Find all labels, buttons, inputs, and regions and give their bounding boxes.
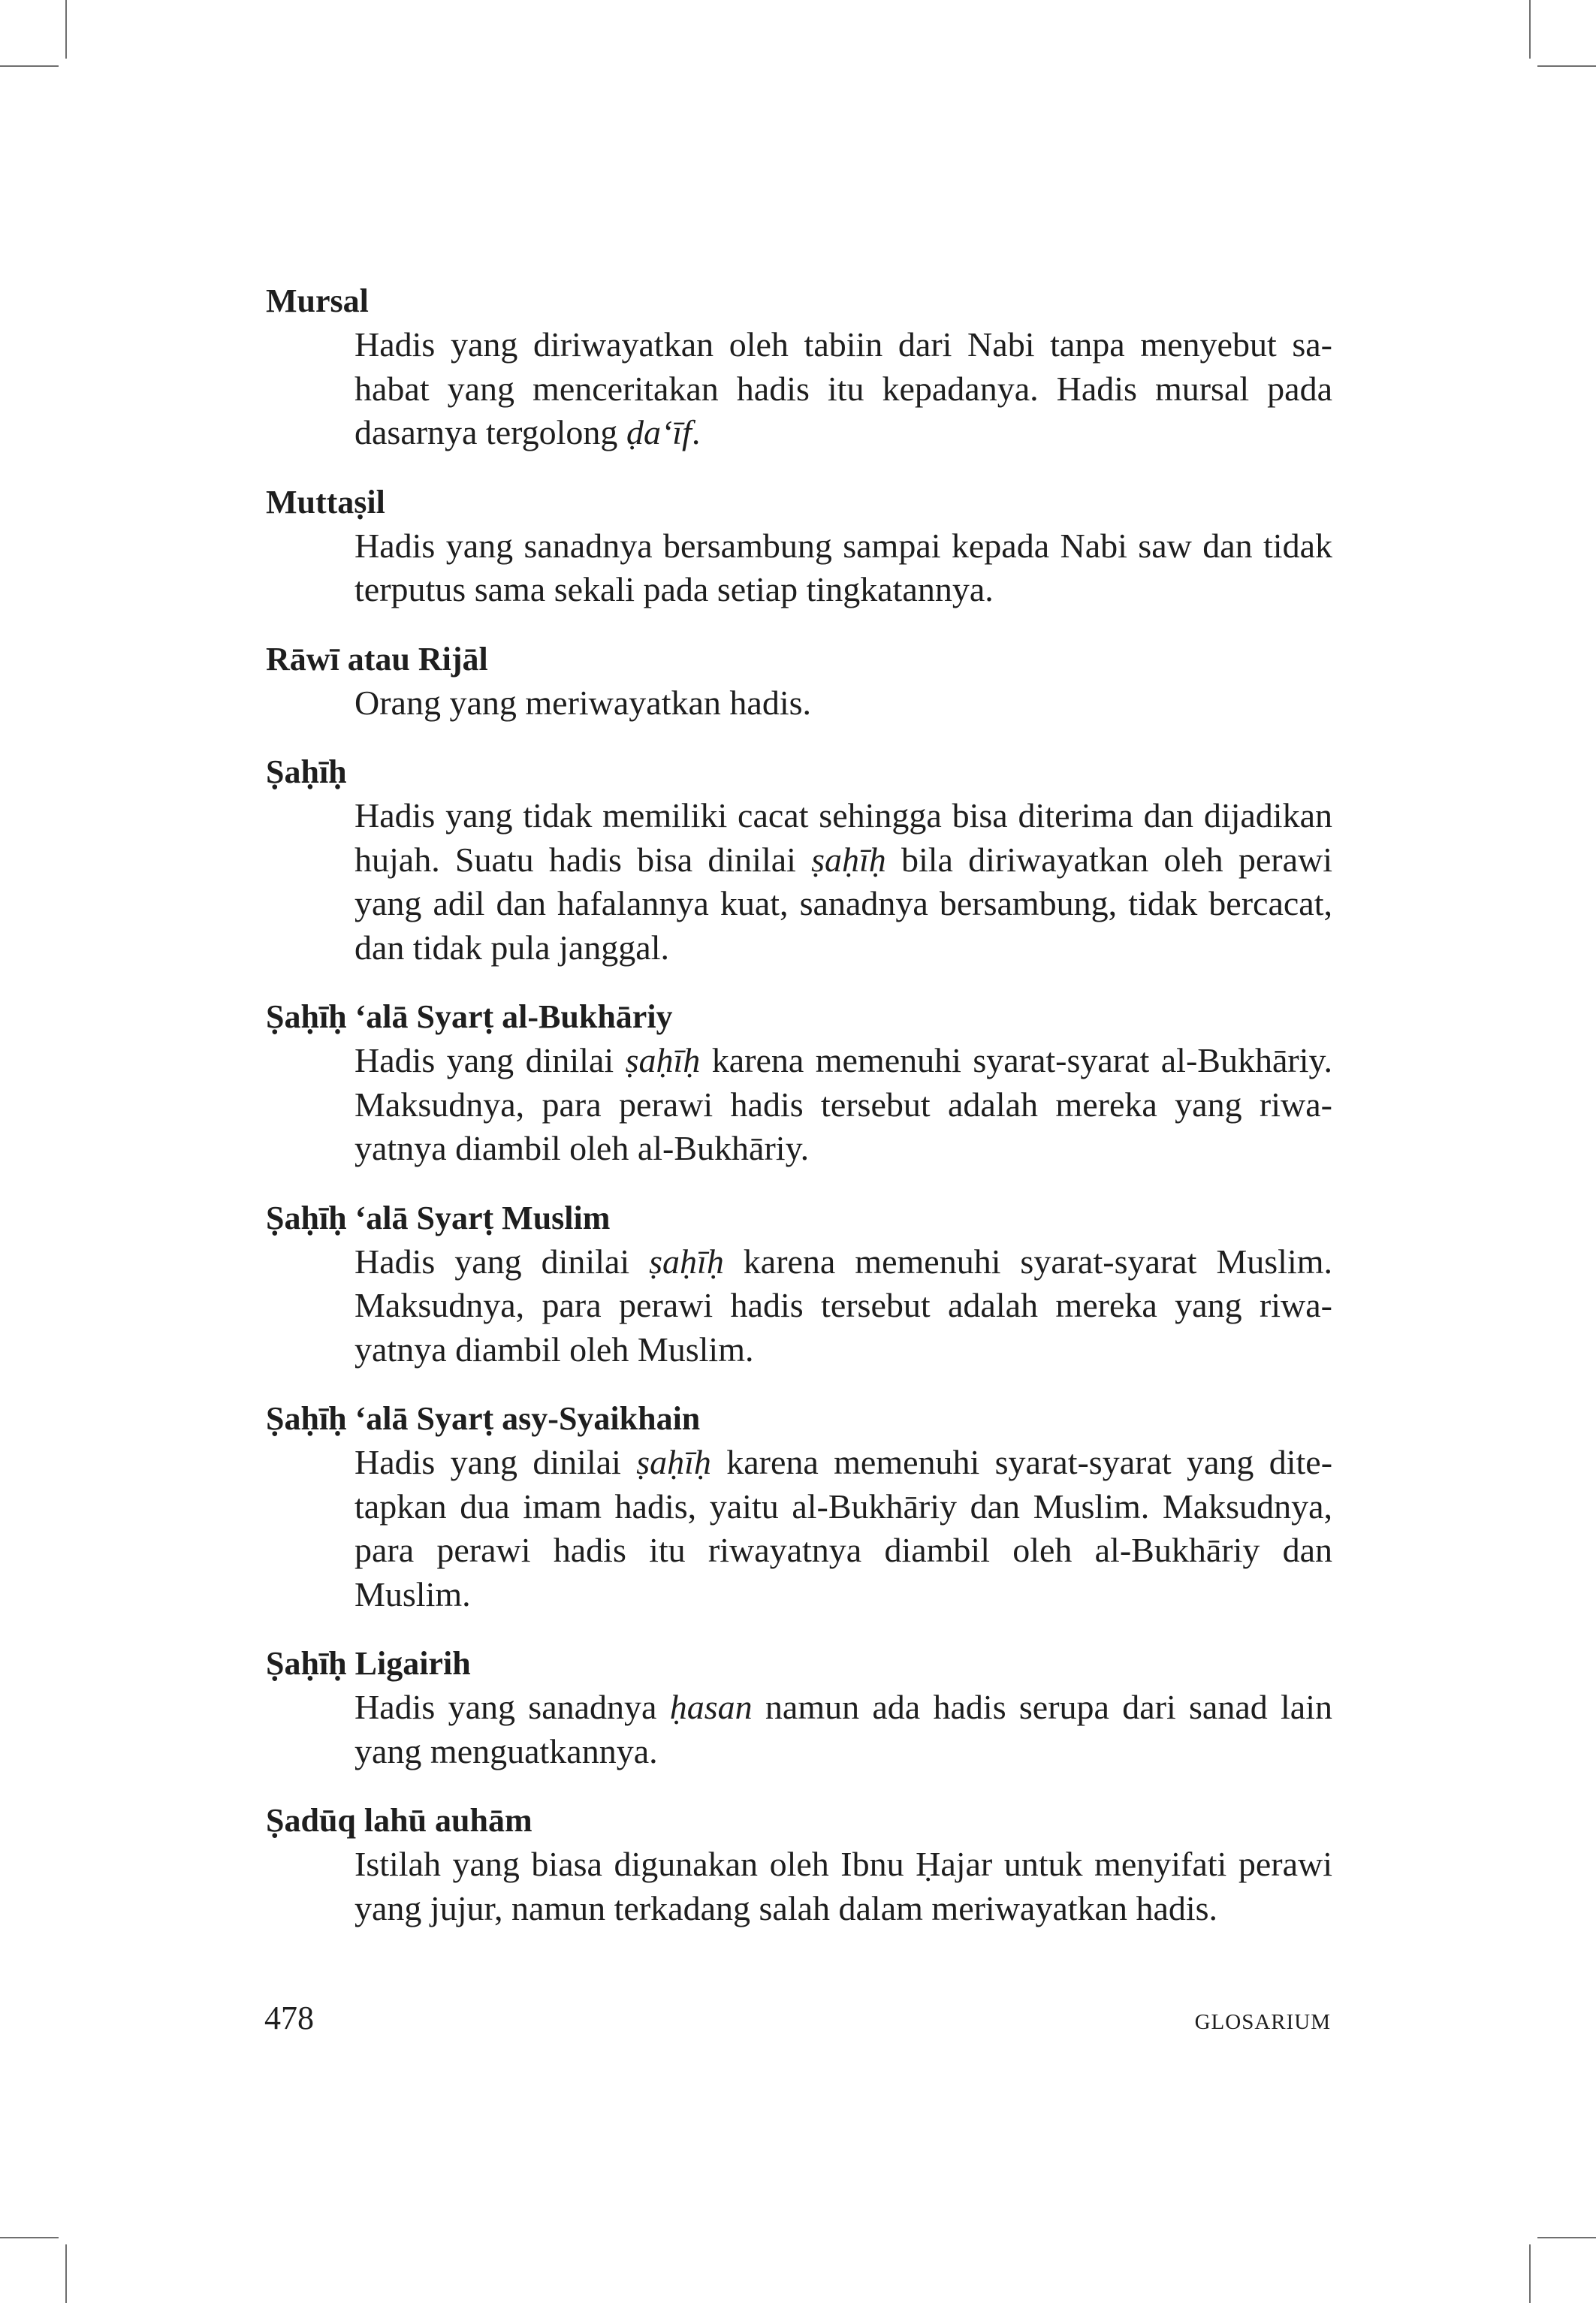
glossary-definition	[354, 1240, 1332, 1372]
definition-text: Hadis yang tidak memiliki cacat sehingga bisa diterima dan dijadikan hujah. Suatu hadis bisa dinilai	[354, 796, 1332, 879]
crop-mark-top-right-horizontal	[1537, 65, 1596, 67]
glossary-entry	[266, 1642, 1332, 1773]
definition-text: Hadis yang sanadnya	[354, 1688, 670, 1726]
definition-text: Hadis yang dinilai	[354, 1041, 626, 1079]
glossary-term: Muttaṣil	[266, 483, 385, 521]
glossary-definition	[354, 681, 1332, 726]
definition-text: Hadis yang dinilai	[354, 1443, 637, 1481]
crop-mark-bottom-left-vertical	[65, 2244, 67, 2303]
running-footer-title: GLOSARIUM	[1194, 2010, 1331, 2034]
glossary-term: Ṣaḥīḥ Ligairih	[266, 1645, 471, 1682]
italic-term: ṣaḥīḥ	[625, 1041, 701, 1079]
glossary-entry	[266, 995, 1332, 1171]
glossary-definition	[354, 1039, 1332, 1171]
italic-term: ḍa‘īf	[626, 413, 692, 451]
crop-mark-top-right-vertical	[1529, 0, 1531, 59]
glossary-entry	[266, 1799, 1332, 1930]
glossary-definition	[354, 323, 1332, 455]
crop-mark-top-left-vertical	[65, 0, 67, 59]
glossary-term: Ṣadūq lahū auhām	[266, 1802, 533, 1839]
italic-term: ṣaḥīḥ	[811, 840, 886, 879]
definition-text: Hadis yang dinilai	[354, 1242, 650, 1281]
glossary-term: Ṣaḥīḥ ‘alā Syarṭ al-Bukhāriy	[266, 998, 673, 1035]
definition-text: Orang yang meriwayatkan hadis.	[354, 683, 812, 722]
glossary-entry	[266, 481, 1332, 612]
definition-text: karena memenuhi syarat-syarat yang ditetapkan dua imam hadis, yaitu al-Bukhāriy dan Muslim. Maksudnya, para perawi hadis itu riwayatnya diambil oleh al-Bukhāriy dan Muslim.	[354, 1443, 1333, 1613]
page-number: 478	[264, 2000, 314, 2036]
crop-mark-top-left-horizontal	[0, 65, 59, 67]
glossary-entry	[266, 638, 1332, 726]
glossary-term: Mursal	[266, 282, 369, 319]
glossary-definition	[354, 1843, 1332, 1930]
glossary-term: Ṣaḥīḥ	[266, 753, 347, 790]
glossary-term: Rāwī atau Rijāl	[266, 640, 488, 678]
glossary-list	[266, 279, 1332, 1956]
italic-term: ḥasan	[669, 1688, 753, 1726]
crop-mark-bottom-right-vertical	[1529, 2244, 1531, 2303]
glossary-definition	[354, 524, 1332, 612]
glossary-definition	[354, 1441, 1332, 1616]
definition-text: Istilah yang biasa digunakan oleh Ibnu Ḥajar untuk menyifati perawi yang jujur, namun terkadang salah dalam meriwayatkan hadis.	[354, 1845, 1332, 1927]
italic-term: ṣaḥīḥ	[649, 1242, 724, 1281]
definition-text: Hadis yang sanadnya bersambung sampai kepada Nabi saw dan tidak terputus sama sekali pada setiap tingkatannya.	[354, 526, 1332, 608]
definition-text: karena memenuhi syarat-syarat Muslim. Maksudnya, para perawi hadis tersebut adalah mereka yang riwayatnya diambil oleh Muslim.	[354, 1242, 1333, 1369]
definition-text: bila diriwayatkan oleh perawi yang adil dan hafalannya kuat, sanadnya bersambung, tidak bercacat, dan tidak pula janggal.	[354, 840, 1332, 967]
glossary-entry	[266, 279, 1332, 455]
glossary-entry	[266, 1397, 1332, 1616]
glossary-definition	[354, 794, 1332, 970]
definition-text: Hadis yang diriwayatkan oleh tabiin dari Nabi tanpa menyebut sahabat yang menceritakan hadis itu kepadanya. Hadis mursal pada dasarnya tergolong	[354, 325, 1332, 451]
definition-text: karena memenuhi syarat-syarat al-Bukhāriy. Maksudnya, para perawi hadis tersebut adalah mereka yang riwayatnya diambil oleh al-Bukhāriy.	[354, 1041, 1332, 1167]
crop-mark-bottom-right-horizontal	[1537, 2237, 1596, 2238]
glossary-definition	[354, 1686, 1332, 1773]
definition-text: .	[691, 413, 701, 451]
glossary-term: Ṣaḥīḥ ‘alā Syarṭ Muslim	[266, 1199, 611, 1236]
glossary-term: Ṣaḥīḥ ‘alā Syarṭ asy-Syaikhain	[266, 1400, 701, 1437]
definition-text: namun ada hadis serupa dari sanad lain yang menguatkannya.	[354, 1688, 1332, 1770]
glossary-entry	[266, 1197, 1332, 1372]
crop-mark-bottom-left-horizontal	[0, 2237, 59, 2238]
italic-term: ṣaḥīḥ	[636, 1443, 711, 1481]
glossary-entry	[266, 750, 1332, 970]
